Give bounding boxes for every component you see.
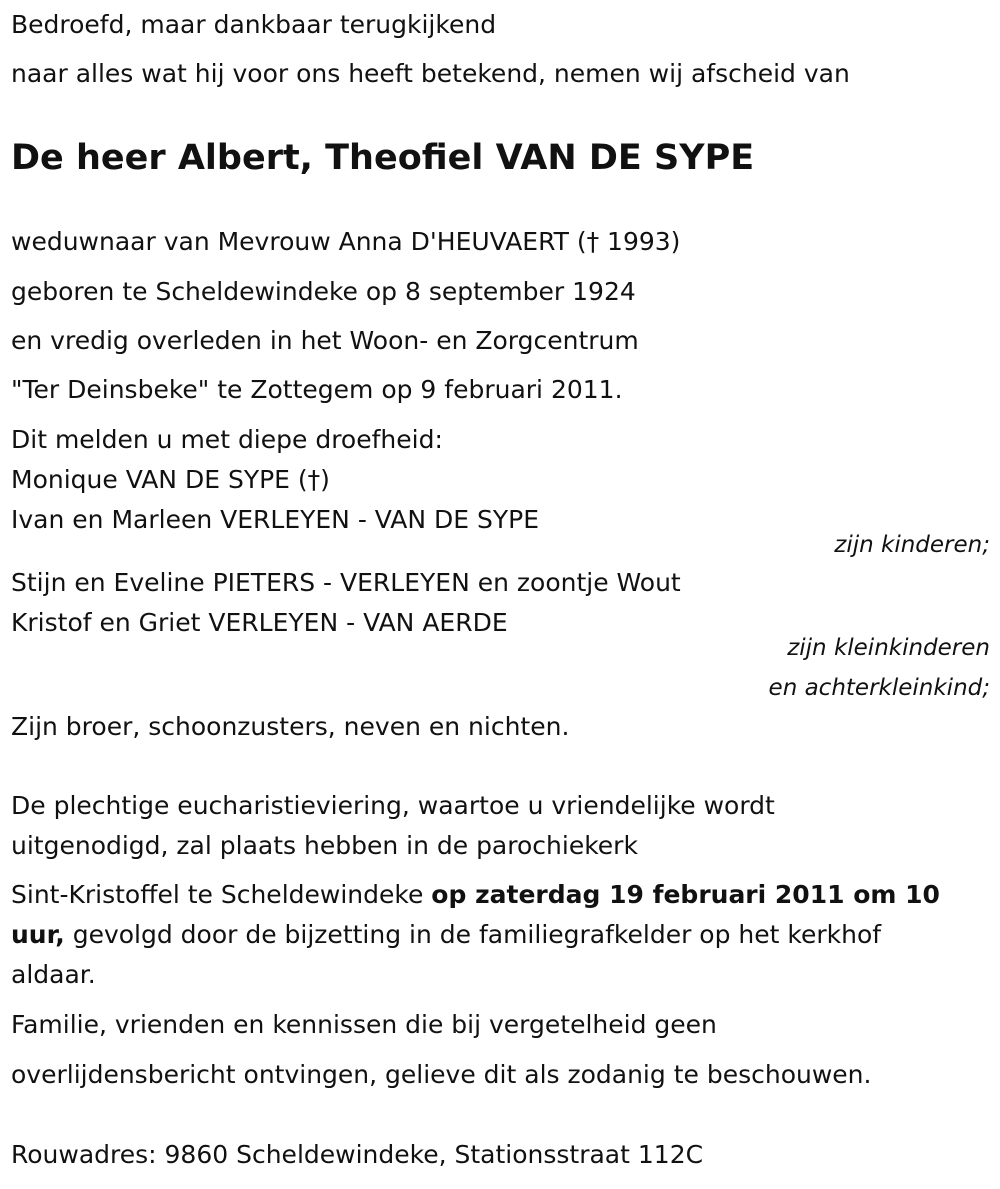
children-label: zijn kinderen; (834, 532, 990, 558)
service-line-4 (11, 920, 881, 950)
grandchild-2: Kristof en Griet VERLEYEN - VAN AERDE (11, 608, 508, 637)
notice-line-2: overlijdensbericht ontvingen, gelieve dit als zodanig te beschouwen. (11, 1060, 872, 1089)
birth-line: geboren te Scheldewindeke op 8 september 1924 (11, 277, 636, 306)
service-line-1: De plechtige eucharistieviering, waartoe u vriendelijke wordt (11, 791, 775, 820)
service-line-5: aldaar. (11, 960, 96, 989)
announce-line: Dit melden u met diepe droefheid: (11, 425, 443, 454)
relatives-line: Zijn broer, schoonzusters, neven en nichten. (11, 712, 570, 741)
widower-line: weduwnaar van Mevrouw Anna D'HEUVAERT († 1993) (11, 227, 681, 256)
service-date: op zaterdag 19 februari 2011 om 10 (431, 880, 940, 909)
notice-line-1: Familie, vrienden en kennissen die bij vergetelheid geen (11, 1010, 717, 1039)
child-1: Monique VAN DE SYPE (†) (11, 465, 330, 494)
death-line-1: en vredig overleden in het Woon- en Zorgcentrum (11, 326, 639, 355)
intro-line-1: Bedroefd, maar dankbaar terugkijkend (11, 10, 497, 39)
mourning-address: Rouwadres: 9860 Scheldewindeke, Stationsstraat 112C (11, 1140, 704, 1169)
intro-line-2: naar alles wat hij voor ons heeft betekend, nemen wij afscheid van (11, 59, 850, 88)
grandchildren-label-1: zijn kleinkinderen (787, 635, 990, 661)
child-2: Ivan en Marleen VERLEYEN - VAN DE SYPE (11, 505, 540, 534)
death-line-2: "Ter Deinsbeke" te Zottegem op 9 februari 2011. (11, 375, 623, 404)
service-line-2: uitgenodigd, zal plaats hebben in de parochiekerk (11, 831, 638, 860)
grandchild-1: Stijn en Eveline PIETERS - VERLEYEN en zoontje Wout (11, 568, 681, 597)
service-time: uur, (11, 920, 65, 949)
grandchildren-label-2: en achterkleinkind; (768, 675, 990, 701)
church-text: Sint-Kristoffel te Scheldewindeke (11, 880, 432, 909)
burial-text: gevolgd door de bijzetting in de familiegrafkelder op het kerkhof (64, 920, 882, 949)
deceased-name: De heer Albert, Theofiel VAN DE SYPE (11, 138, 755, 178)
service-line-3 (11, 880, 940, 910)
